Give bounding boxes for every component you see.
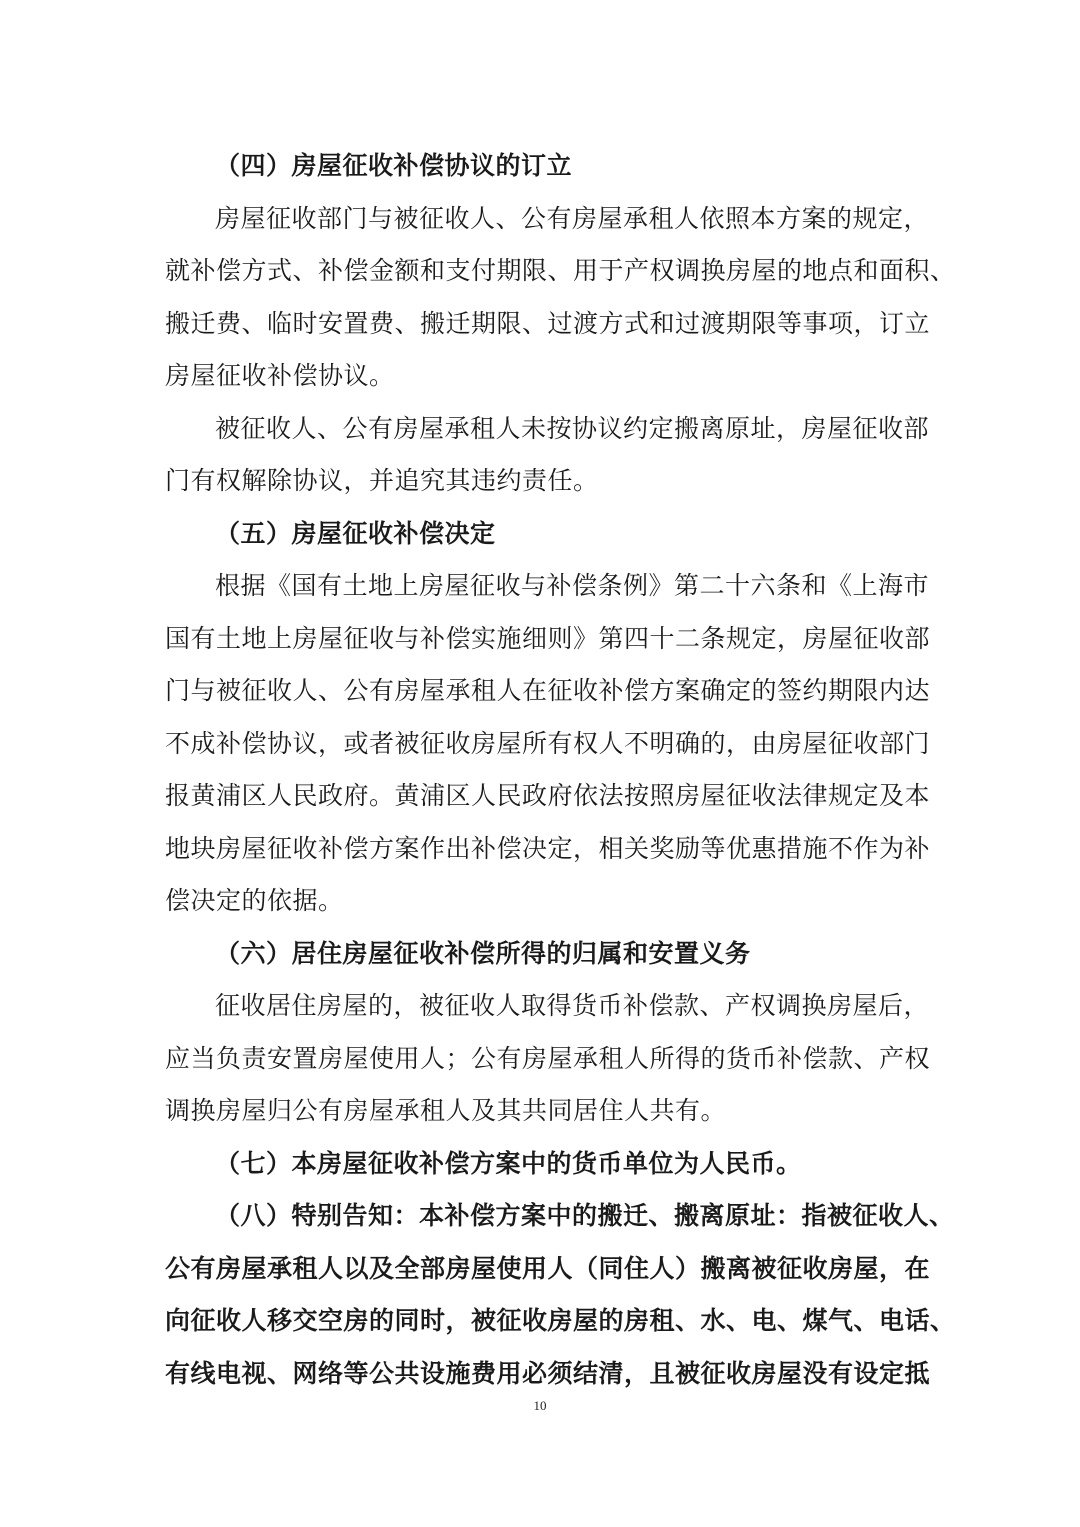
text-line: 报黄浦区人民政府。黄浦区人民政府依法按照房屋征收法律规定及本 bbox=[165, 781, 931, 810]
text-line: 房屋征收补偿协议。 bbox=[165, 361, 395, 390]
text-line: 就补偿方式、补偿金额和支付期限、用于产权调换房屋的地点和面积、 bbox=[165, 256, 956, 285]
text-line: 公有房屋承租人以及全部房屋使用人（同住人）搬离被征收房屋，在 bbox=[165, 1253, 931, 1283]
text-line: 搬迁费、临时安置费、搬迁期限、过渡方式和过渡期限等事项，订立 bbox=[165, 308, 931, 338]
section-6 bbox=[165, 928, 931, 1138]
text-line: 门有权解除协议，并追究其违约责任。 bbox=[165, 466, 599, 495]
special-notice bbox=[165, 1190, 956, 1400]
text-line: 地块房屋征收补偿方案作出补偿决定，相关奖励等优惠措施不作为补 bbox=[165, 833, 931, 863]
document-body bbox=[165, 140, 956, 1400]
text-line: 不成补偿协议，或者被征收房屋所有权人不明确的，由房屋征收部门 bbox=[165, 728, 931, 758]
section-heading: （四）房屋征收补偿协议的订立 bbox=[215, 151, 573, 180]
text-line: 调换房屋归公有房屋承租人及其共同居住人共有。 bbox=[165, 1096, 727, 1125]
paragraph bbox=[165, 403, 930, 508]
paragraph bbox=[165, 560, 931, 928]
text-line: 有线电视、网络等公共设施费用必须结清，且被征收房屋没有设定抵 bbox=[165, 1358, 931, 1388]
text-line: 根据《国有土地上房屋征收与补偿条例》第二十六条和《上海市 bbox=[215, 571, 930, 600]
text-line: （八）特别告知：本补偿方案中的搬迁、搬离原址：指被征收人、 bbox=[215, 1201, 955, 1230]
text-line: 应当负责安置房屋使用人；公有房屋承租人所得的货币补偿款、产权 bbox=[165, 1043, 931, 1073]
text-line: 门与被征收人、公有房屋承租人在征收补偿方案确定的签约期限内达 bbox=[165, 676, 931, 705]
text-line: 房屋征收部门与被征收人、公有房屋承租人依照本方案的规定， bbox=[215, 203, 930, 233]
text-line: 向征收人移交空房的同时，被征收房屋的房租、水、电、煤气、电话、 bbox=[165, 1306, 956, 1335]
section-heading: （七）本房屋征收补偿方案中的货币单位为人民币。 bbox=[215, 1148, 802, 1178]
paragraph bbox=[165, 193, 956, 403]
page-number: 10 bbox=[533, 1398, 547, 1413]
paragraph bbox=[165, 980, 931, 1138]
text-line: 国有土地上房屋征收与补偿实施细则》第四十二条规定，房屋征收部 bbox=[165, 623, 931, 653]
section-5 bbox=[165, 508, 931, 928]
text-line: 被征收人、公有房屋承租人未按协议约定搬离原址，房屋征收部 bbox=[215, 413, 930, 443]
text-line: 偿决定的依据。 bbox=[165, 886, 344, 915]
section-heading: （六）居住房屋征收补偿所得的归属和安置义务 bbox=[215, 938, 751, 968]
section-4 bbox=[165, 140, 956, 508]
section-7 bbox=[165, 1138, 917, 1191]
section-heading: （五）房屋征收补偿决定 bbox=[215, 518, 496, 548]
text-line: 征收居住房屋的，被征收人取得货币补偿款、产权调换房屋后， bbox=[215, 991, 930, 1020]
